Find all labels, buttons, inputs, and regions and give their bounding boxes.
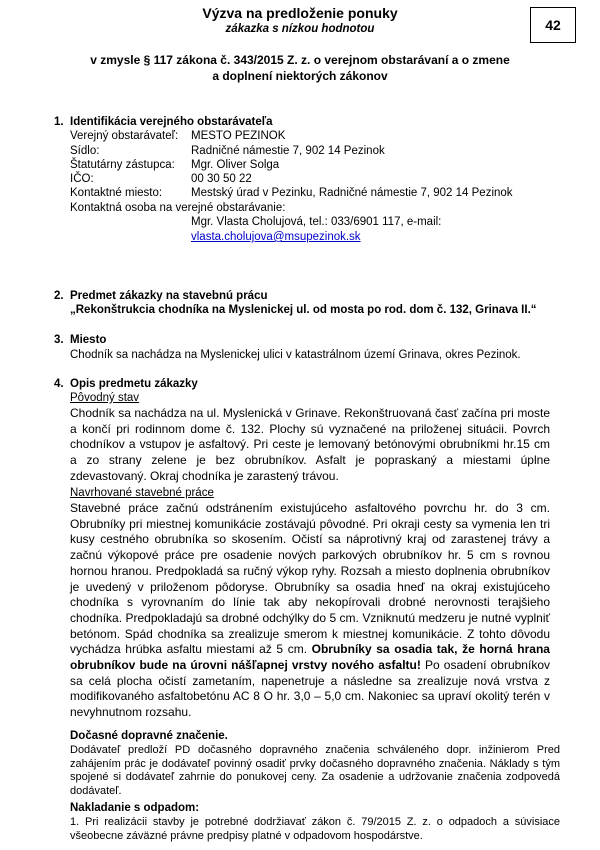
traffic-signage-text: Dodávateľ predloží PD dočasného dopravného značenia schváleného dopr. inžinierom Pred zahájením prác je dodávateľ povinný osadiť prvky dočasného dopravného značenia. Náklady s tým spojené si dodávateľ zahrnie do ponukovej ceny. Za osadenie a udržovanie značenia zodpovedá dodávateľ.: [70, 744, 560, 797]
contract-subject: „Rekonštrukcia chodníka na Myslenickej ul. od mosta po rod. dom č. 132, Grinava II.“: [70, 304, 537, 316]
document-title: Výzva na predloženie ponuky: [202, 5, 398, 21]
section-3-number: 3.: [54, 334, 64, 346]
section-4-number: 4.: [54, 378, 64, 390]
proposed-works-text: [70, 501, 550, 721]
section-3-title: Miesto: [70, 334, 107, 346]
section-1-number: 1.: [54, 116, 64, 128]
waste-text: 1. Pri realizácii stavby je potrebné dodržiavať zákon č. 79/2015 Z. z. o odpadoch a súvisiace všeobecne záväzné právne predpisy platné v odpadovom hospodárstve.: [70, 816, 560, 842]
contact-person-label: Kontaktná osoba na verejné obstarávanie:: [70, 202, 286, 214]
waste-heading: Nakladanie s odpadom:: [70, 802, 200, 814]
section-4-title: Opis predmetu zákazky: [70, 378, 198, 390]
section-2-title: Predmet zákazky na stavebnú prácu: [70, 290, 268, 302]
legal-basis-line1: v zmysle § 117 zákona č. 343/2015 Z. z. o verejnom obstarávaní a o zmene: [90, 53, 510, 67]
page-number-box: 42: [530, 7, 576, 43]
legal-basis-line2: a doplnení niektorých zákonov: [212, 69, 388, 83]
seat-value: Radničné námestie 7, 902 14 Pezinok: [191, 145, 385, 157]
document-subtitle: zákazka s nízkou hodnotou: [225, 23, 375, 35]
location-text: Chodník sa nachádza na Myslenickej ulici v katastrálnom území Grinava, okres Pezinok.: [70, 349, 521, 361]
traffic-signage-heading: Dočasné dopravné značenie.: [70, 730, 228, 742]
contact-person-value: Mgr. Vlasta Cholujová, tel.: 033/6901 117, e-mail:: [191, 216, 442, 228]
section-1-title: Identifikácia verejného obstarávateľa: [70, 116, 273, 128]
contact-place-label: Kontaktné miesto:: [70, 187, 163, 199]
ico-label: IČO:: [70, 173, 94, 185]
ico-value: 00 30 50 22: [191, 173, 252, 185]
statutory-rep-value: Mgr. Oliver Solga: [191, 159, 280, 171]
seat-label: Sídlo:: [70, 145, 100, 157]
proposed-works-text-part2: Po osadení obrubníkov sa celá plocha očistí zametaním, napenetruje a následne sa zrealizuje nová vrstva z modifikovaného asfaltobetónu AC 8 O hr. 3,0 – 5,0 cm. Nakoniec sa upraví okolitý terén v nevyhnutnom rozsahu.: [70, 658, 550, 720]
contracting-authority-value: MESTO PEZINOK: [191, 130, 286, 142]
original-state-text: Chodník sa nachádza na ul. Myslenická v Grinave. Rekonštruovaná časť začína pri moste a končí pri rodinnom dome č. 132. Plochy sú vyznačené na priloženej situácii. Povrch chodníkov a vstupov je asfaltový. Pri ceste je lemovaný betónovými obrubníkmi hr.15 cm a zo strany zelene je bez obrubníkov. Asfalt je popraskaný a miestami úplne zdevastovaný. Okraj chodníka je zarastený trávou.: [70, 406, 550, 483]
proposed-works-text-part1: Stavebné práce začnú odstránením existujúceho asfaltového povrchu hr. do 3 cm. Obrubníky pri miestnej komunikácie zostávajú pôvodné. Pri okraji cesty sa vymenia len tri kusy cestného obrubníka so skosením. Očistí sa náprotivný kraj od zarastenej trávy a začnú výkopové práce pre osadenie nových parkových obrubníkov hr. 5 cm s rovnou hornou hranou. Predpokladá sa ručný výkop ryhy. Rozsah a miesto doplnenia obrubníkov je uvedený v priloženom pôdoryse. Obrubníky sa osadia hneď na okraj existujúceho chodníka s vyrovnaním do línie tak aby nekopírovali drobné nerovnosti terajšieho chodníka. Predpokladajú sa drobné odchýlky do 5 cm. Vzniknutú medzeru je nutné vyplniť betónom. Spád chodníka sa zrealizuje smerom k miestnej komunikácie. Z tohto dôvodu vychádza hrúbka asfaltu miestami až 5 cm.: [70, 501, 550, 657]
contracting-authority-label: Verejný obstarávateľ:: [70, 130, 179, 142]
contact-place-value: Mestský úrad v Pezinku, Radničné námestie 7, 902 14 Pezinok: [191, 187, 513, 199]
proposed-works-heading: Navrhované stavebné práce: [70, 487, 214, 499]
original-state-heading: Pôvodný stav: [70, 392, 140, 404]
statutory-rep-label: Štatutárny zástupca:: [70, 159, 175, 171]
proposed-works-bold-note: Obrubníky sa osadia tak, že horná hrana obrubníkov bude na úrovni nášľapnej vrstvy nového asfaltu!: [70, 642, 550, 673]
section-2-number: 2.: [54, 290, 64, 302]
contact-email-link[interactable]: vlasta.cholujova@msupezinok.sk: [191, 231, 361, 243]
